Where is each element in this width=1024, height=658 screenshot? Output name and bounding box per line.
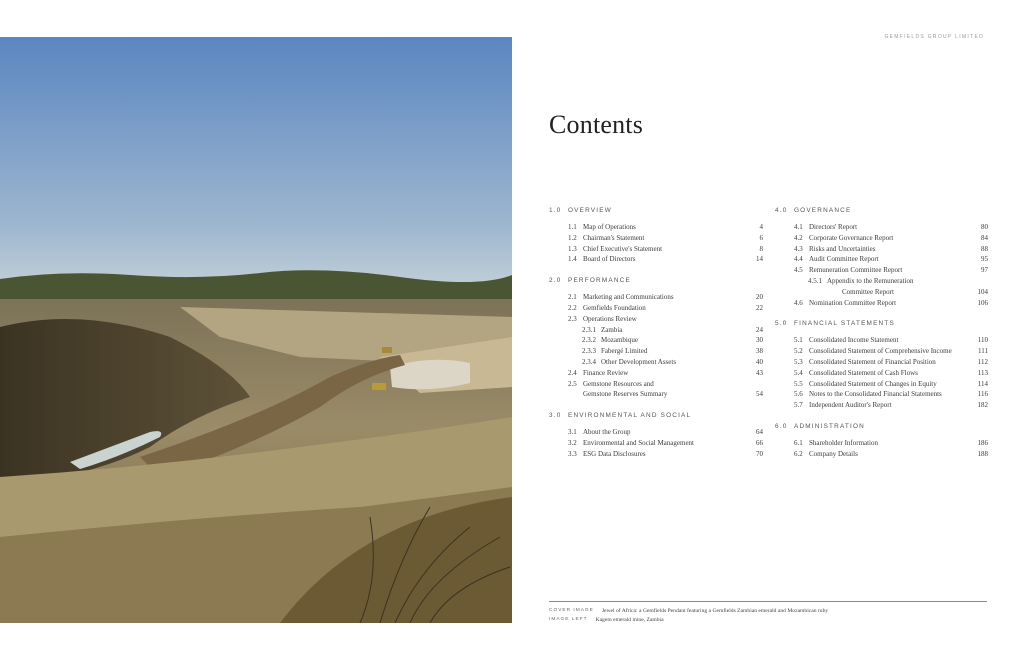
- entry-number: 6.2: [794, 449, 803, 458]
- entry-label: Consolidated Statement of Cash Flows: [809, 368, 918, 377]
- entry-label: Notes to the Consolidated Financial Statements: [809, 390, 942, 399]
- toc-section: [549, 206, 763, 265]
- entry-label: Shareholder Information: [809, 438, 879, 447]
- toc-section-heading: [775, 319, 988, 329]
- entry-label: Consolidated Statement of Changes in Equity: [809, 379, 937, 388]
- entry-page-number: 88: [981, 244, 988, 253]
- toc-section-heading: [549, 206, 763, 216]
- entry-label: Consolidated Statement of Financial Position: [809, 357, 936, 366]
- toc-entry[interactable]: [775, 287, 988, 298]
- entry-page-number: 43: [756, 368, 763, 377]
- entry-label: Remuneration Committee Report: [809, 266, 903, 275]
- section-number: 2.0: [549, 277, 562, 285]
- entry-page-number: 24: [756, 325, 763, 334]
- entry-label: Marketing and Communications: [583, 293, 674, 302]
- section-number: 6.0: [775, 422, 788, 430]
- toc-entry[interactable]: [775, 276, 988, 287]
- toc-entry[interactable]: [775, 335, 988, 346]
- entry-number: 1.3: [568, 244, 577, 253]
- toc-entry[interactable]: [549, 449, 763, 460]
- section-number: 5.0: [775, 320, 788, 328]
- toc-entry[interactable]: [549, 379, 763, 390]
- entry-number: 5.4: [794, 368, 803, 377]
- section-number: 1.0: [549, 207, 562, 214]
- entry-page-number: 4: [759, 223, 763, 231]
- toc-entry[interactable]: [775, 449, 988, 460]
- toc-section-heading: [549, 276, 763, 286]
- toc-right-column: [775, 206, 988, 471]
- toc-entry[interactable]: [775, 379, 988, 390]
- entry-label: Finance Review: [583, 368, 629, 377]
- toc-entry[interactable]: [549, 254, 763, 265]
- toc-section: [775, 206, 988, 308]
- toc-entry[interactable]: [549, 222, 763, 233]
- entry-page-number: 112: [977, 357, 988, 366]
- entry-number: 5.3: [794, 357, 803, 366]
- entry-page-number: 70: [756, 449, 763, 458]
- section-title: PERFORMANCE: [568, 277, 631, 285]
- toc-section: [549, 411, 763, 459]
- toc-entry[interactable]: [775, 346, 988, 357]
- entry-page-number: 8: [759, 244, 763, 253]
- toc-entry[interactable]: [775, 265, 988, 276]
- entry-label: Risks and Uncertainties: [809, 244, 876, 253]
- section-number: 4.0: [775, 207, 788, 214]
- cover-image-caption: [549, 608, 828, 614]
- toc-entry[interactable]: [775, 389, 988, 400]
- entry-number: 2.3.2: [582, 336, 596, 345]
- toc-section: [549, 276, 763, 400]
- toc-section-heading: [775, 422, 988, 432]
- toc-entry[interactable]: [549, 325, 763, 336]
- entry-page-number: 113: [977, 368, 988, 377]
- entry-number: 4.5: [794, 266, 803, 275]
- entry-number: 5.7: [794, 401, 803, 410]
- toc-entry[interactable]: [549, 389, 763, 400]
- entry-page-number: 111: [978, 347, 988, 356]
- toc-entry[interactable]: [775, 368, 988, 379]
- entry-label: Fabergé Limited: [601, 347, 648, 356]
- entry-page-number: 22: [756, 303, 763, 312]
- footer-rule: [549, 601, 987, 602]
- entry-page-number: 182: [977, 401, 988, 410]
- toc-entry[interactable]: [775, 233, 988, 244]
- toc-left-column: [549, 206, 763, 471]
- entry-page-number: 106: [977, 298, 988, 307]
- entry-page-number: 14: [756, 255, 763, 264]
- section-number: 3.0: [549, 412, 562, 420]
- entry-number: 2.3: [568, 314, 577, 323]
- entry-page-number: 38: [756, 347, 763, 356]
- entry-page-number: 95: [981, 255, 988, 264]
- toc-entry[interactable]: [775, 400, 988, 411]
- entry-page-number: 80: [981, 223, 988, 231]
- entry-page-number: 54: [756, 390, 763, 399]
- entry-label: Appendix to the Remuneration: [827, 276, 914, 285]
- entry-label: Chief Executive's Statement: [583, 244, 663, 253]
- entry-number: 2.4: [568, 368, 577, 377]
- entry-label: Corporate Governance Report: [809, 233, 894, 242]
- entry-page-number: 66: [756, 438, 763, 447]
- entry-page-number: 30: [756, 336, 763, 345]
- toc-section-heading: [549, 411, 763, 421]
- toc-entry[interactable]: [775, 357, 988, 368]
- image-left-caption: [549, 617, 664, 623]
- entry-number: 2.5: [568, 379, 577, 388]
- toc-entry[interactable]: [549, 427, 763, 438]
- entry-label: Board of Directors: [583, 255, 636, 264]
- entry-page-number: 20: [756, 293, 763, 302]
- section-title: FINANCIAL STATEMENTS: [794, 320, 895, 328]
- entry-label: Consolidated Statement of Comprehensive Income: [809, 347, 952, 356]
- entry-number: 4.4: [794, 255, 803, 264]
- entry-label: Gemstone Resources and: [583, 379, 654, 388]
- entry-label: Gemfields Foundation: [583, 303, 646, 312]
- entry-label: ESG Data Disclosures: [583, 449, 646, 458]
- entry-number: 4.1: [794, 223, 803, 231]
- entry-label: Consolidated Income Statement: [809, 336, 899, 345]
- entry-number: 5.1: [794, 336, 803, 345]
- entry-page-number: 64: [756, 428, 763, 437]
- entry-label: Company Details: [809, 449, 858, 458]
- entry-page-number: 104: [977, 287, 988, 296]
- entry-number: 3.2: [568, 438, 577, 447]
- entry-label: Nomination Committee Report: [809, 298, 897, 307]
- section-title: GOVERNANCE: [794, 207, 852, 214]
- section-title: OVERVIEW: [568, 207, 612, 214]
- entry-label: Independent Auditor's Report: [809, 401, 892, 410]
- section-title: ENVIRONMENTAL AND SOCIAL: [568, 412, 692, 420]
- entry-number: 5.5: [794, 379, 803, 388]
- toc-section: [775, 422, 988, 460]
- toc-entry[interactable]: [775, 438, 988, 449]
- entry-page-number: 116: [977, 390, 988, 399]
- entry-number: 2.3.4: [582, 357, 596, 366]
- entry-label: Map of Operations: [583, 223, 636, 231]
- entry-number: 4.3: [794, 244, 803, 253]
- mine-landscape-photo: [0, 37, 512, 623]
- caption-text: Kagem emerald mine, Zambia: [595, 617, 664, 623]
- entry-page-number: 110: [977, 336, 988, 345]
- entry-label: Operations Review: [583, 314, 637, 323]
- entry-number: 4.2: [794, 233, 803, 242]
- caption-text: Jewel of Africa: a Gemfields Pendant featuring a Gemfields Zambian emerald and Mozambican ruby: [601, 608, 829, 614]
- toc-section: [775, 319, 988, 411]
- toc-entry[interactable]: [549, 438, 763, 449]
- toc-entry[interactable]: [549, 314, 763, 325]
- entry-page-number: 114: [977, 379, 988, 388]
- entry-number: 1.2: [568, 233, 577, 242]
- toc-entry[interactable]: [549, 233, 763, 244]
- entry-label: Chairman's Statement: [583, 233, 645, 242]
- caption-key: IMAGE LEFT: [549, 617, 588, 622]
- entry-label: Zambia: [601, 325, 623, 334]
- entry-label: About the Group: [583, 428, 631, 437]
- entry-page-number: 97: [981, 266, 988, 275]
- entry-page-number: 6: [759, 233, 763, 242]
- toc-entry[interactable]: [775, 254, 988, 265]
- entry-page-number: 188: [977, 449, 988, 458]
- toc-entry[interactable]: [775, 222, 988, 233]
- entry-page-number: 84: [981, 233, 988, 242]
- entry-label: Mozambique: [601, 336, 638, 345]
- entry-number: 5.2: [794, 347, 803, 356]
- entry-label: Directors' Report: [809, 223, 858, 231]
- entry-number: 2.1: [568, 293, 577, 302]
- entry-number: 5.6: [794, 390, 803, 399]
- toc-entry[interactable]: [549, 357, 763, 368]
- entry-label: Environmental and Social Management: [583, 438, 694, 447]
- entry-page-number: 40: [756, 357, 763, 366]
- entry-number: 6.1: [794, 438, 803, 447]
- toc-entry[interactable]: [775, 244, 988, 255]
- entry-label: Committee Report: [842, 287, 894, 296]
- entry-number: 1.1: [568, 223, 577, 231]
- toc-section-heading: [775, 206, 988, 216]
- entry-number: 3.3: [568, 449, 577, 458]
- toc-entry[interactable]: [549, 368, 763, 379]
- entry-number: 4.5.1: [808, 276, 822, 285]
- entry-number: 1.4: [568, 255, 577, 264]
- entry-number: 3.1: [568, 428, 577, 437]
- caption-key: COVER IMAGE: [549, 608, 594, 613]
- toc-entry[interactable]: [549, 346, 763, 357]
- toc-entry[interactable]: [549, 335, 763, 346]
- entry-number: 2.3.1: [582, 325, 596, 334]
- entry-number: 2.3.3: [582, 347, 596, 356]
- toc-entry[interactable]: [775, 298, 988, 309]
- entry-label: Audit Committee Report: [809, 255, 879, 264]
- running-head: GEMFIELDS GROUP LIMITED: [884, 34, 984, 40]
- entry-number: 2.2: [568, 303, 577, 312]
- toc-entry[interactable]: [549, 244, 763, 255]
- page-title: Contents: [549, 110, 644, 139]
- entry-label: Other Development Assets: [601, 357, 677, 366]
- toc-entry[interactable]: [549, 292, 763, 303]
- entry-page-number: 186: [977, 438, 988, 447]
- section-title: ADMINISTRATION: [794, 422, 866, 430]
- entry-label: Gemstone Reserves Summary: [583, 390, 668, 399]
- entry-number: 4.6: [794, 298, 803, 307]
- toc-entry[interactable]: [549, 303, 763, 314]
